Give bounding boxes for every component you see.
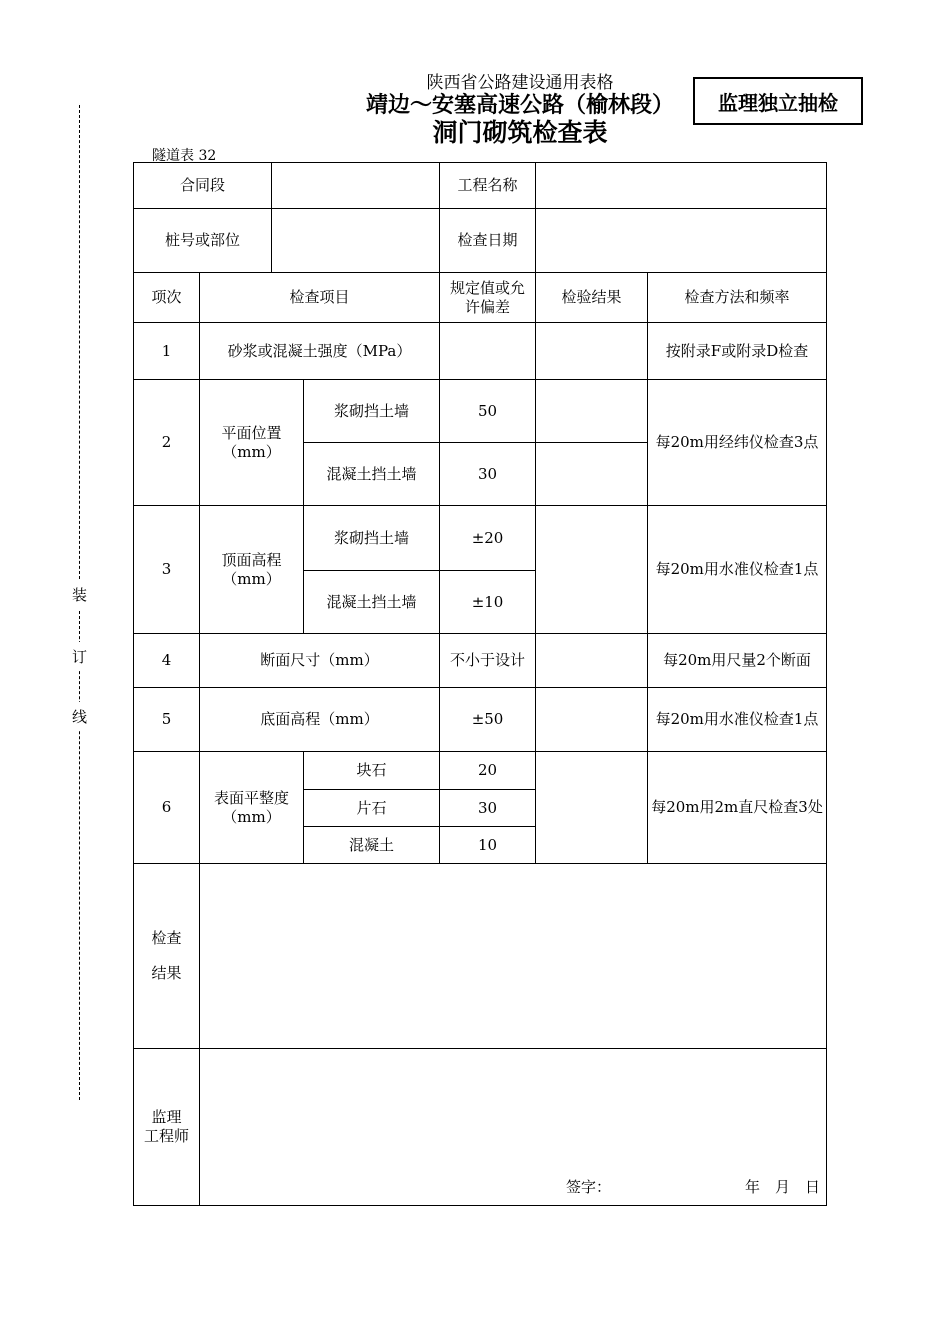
info-row-2 [134, 209, 827, 273]
supervisor-label-1: 监理 [151, 1108, 182, 1126]
row-no: 3 [134, 506, 200, 634]
row-sub-item: 混凝土挡土墙 [304, 443, 440, 506]
row-result[interactable] [536, 506, 648, 634]
station-label: 桩号或部位 [134, 209, 272, 273]
col-result: 检验结果 [536, 273, 648, 323]
row-result[interactable] [536, 634, 648, 688]
row-spec [440, 323, 536, 380]
row-method: 每20m用尺量2个断面 [648, 634, 827, 688]
table-row [134, 688, 827, 752]
project-title: 靖边～安塞高速公路（榆林段） [365, 93, 674, 118]
inspection-stamp: 监理独立抽检 [693, 77, 863, 125]
binding-char-2: 订 [72, 642, 87, 671]
row-method: 每20m用经纬仪检查3点 [648, 380, 827, 506]
check-result-label-2: 结果 [151, 964, 182, 982]
sign-label: 签字： [566, 1178, 612, 1196]
row-result[interactable] [536, 443, 648, 506]
contract-label: 合同段 [134, 163, 272, 209]
binding-char-1: 装 [72, 580, 87, 609]
row-spec: 30 [440, 790, 536, 827]
row-item: 断面尺寸（mm） [200, 634, 440, 688]
station-value[interactable] [272, 209, 440, 273]
row-spec: 30 [440, 443, 536, 506]
row-method: 每20m用水准仪检查1点 [648, 506, 827, 634]
supervisor-sign-area[interactable] [200, 1049, 827, 1206]
row-result[interactable] [536, 380, 648, 443]
check-result-value[interactable] [200, 864, 827, 1049]
supervisor-label-2: 工程师 [143, 1127, 189, 1145]
table-row [134, 506, 827, 571]
row-sub-item: 混凝土 [304, 827, 440, 864]
check-result-label [134, 864, 200, 1049]
row-result[interactable] [536, 323, 648, 380]
row-sub-item: 浆砌挡土墙 [304, 506, 440, 571]
table-row [134, 752, 827, 790]
row-no: 2 [134, 380, 200, 506]
project-name-value[interactable] [536, 163, 827, 209]
row-sub-item: 浆砌挡土墙 [304, 380, 440, 443]
row-spec: 20 [440, 752, 536, 790]
inspection-table [133, 162, 827, 1206]
project-name-label: 工程名称 [440, 163, 536, 209]
row-no: 6 [134, 752, 200, 864]
row-spec: 不小于设计 [440, 634, 536, 688]
row-item: 平面位置（mm） [200, 380, 304, 506]
col-item-no: 项次 [134, 273, 200, 323]
row-item: 顶面高程（mm） [200, 506, 304, 634]
row-spec: 10 [440, 827, 536, 864]
check-date-label: 检查日期 [440, 209, 536, 273]
row-spec: ±10 [440, 571, 536, 634]
row-item: 表面平整度（mm） [200, 752, 304, 864]
row-spec: 50 [440, 380, 536, 443]
row-spec: ±20 [440, 506, 536, 571]
row-sub-item: 片石 [304, 790, 440, 827]
row-result[interactable] [536, 752, 648, 864]
supervisor-row [134, 1049, 827, 1206]
supervisor-label [134, 1049, 200, 1206]
row-spec: ±50 [440, 688, 536, 752]
row-result[interactable] [536, 688, 648, 752]
table-row [134, 323, 827, 380]
form-code: 隧道表 32 [152, 148, 217, 164]
row-no: 1 [134, 323, 200, 380]
row-method: 每20m用2m直尺检查3处 [648, 752, 827, 864]
table-row [134, 380, 827, 443]
row-item: 底面高程（mm） [200, 688, 440, 752]
table-row [134, 634, 827, 688]
row-method: 按附录F或附录D检查 [648, 323, 827, 380]
col-spec: 规定值或允许偏差 [440, 273, 536, 323]
sign-date: 年 月 日 [745, 1178, 821, 1196]
contract-value[interactable] [272, 163, 440, 209]
row-item: 砂浆或混凝土强度（MPa） [200, 323, 440, 380]
row-method: 每20m用水准仪检查1点 [648, 688, 827, 752]
row-sub-item: 块石 [304, 752, 440, 790]
column-header-row [134, 273, 827, 323]
row-sub-item: 混凝土挡土墙 [304, 571, 440, 634]
form-title: 洞门砌筑检查表 [432, 118, 608, 147]
check-date-value[interactable] [536, 209, 827, 273]
check-result-label-1: 检查 [151, 929, 182, 947]
binding-char-3: 线 [72, 702, 87, 731]
top-note: 陕西省公路建设通用表格 [426, 73, 614, 93]
info-row-1 [134, 163, 827, 209]
row-no: 5 [134, 688, 200, 752]
col-method: 检查方法和频率 [648, 273, 827, 323]
check-result-row [134, 864, 827, 1049]
col-check-item: 检查项目 [200, 273, 440, 323]
row-no: 4 [134, 634, 200, 688]
